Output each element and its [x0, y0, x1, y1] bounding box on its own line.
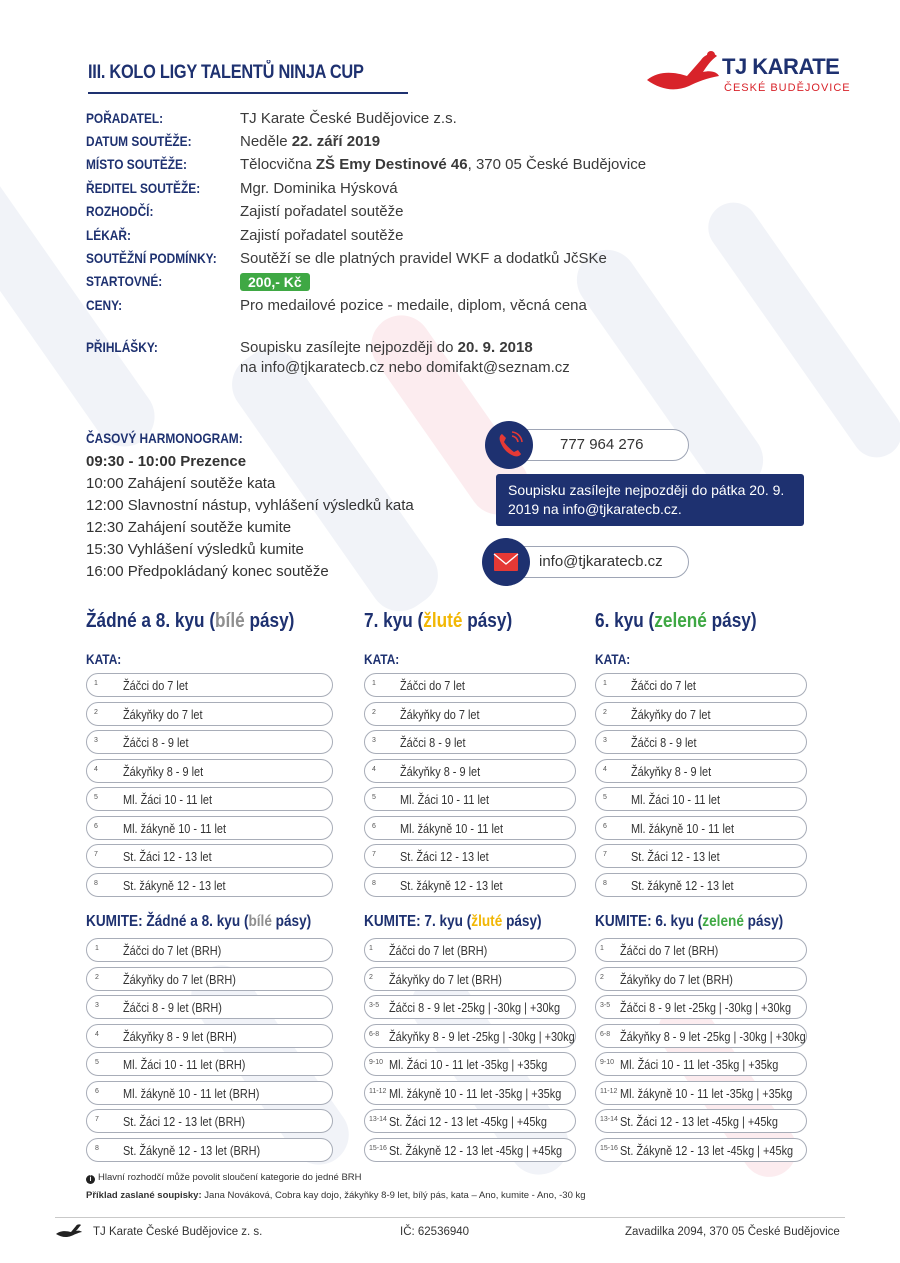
kata-label: KATA: — [364, 651, 400, 667]
heading-text: pásy) — [743, 913, 784, 930]
kumite-category-row[interactable] — [86, 938, 333, 962]
kata-category-row[interactable] — [595, 673, 807, 697]
kata-category-row[interactable] — [595, 844, 807, 868]
kumite-category-row[interactable] — [364, 995, 576, 1019]
kumite-category-row[interactable] — [595, 995, 807, 1019]
category-number: 13-14 — [600, 1116, 618, 1123]
kata-category-row[interactable] — [86, 816, 333, 840]
kumite-category-row[interactable] — [86, 1138, 333, 1162]
kumite-category-row[interactable] — [595, 1024, 807, 1048]
info-row — [86, 156, 786, 178]
category-name: Žáčci do 7 let — [631, 678, 696, 693]
kata-category-row[interactable] — [364, 673, 576, 697]
kumite-category-row[interactable] — [86, 967, 333, 991]
info-value — [240, 156, 646, 173]
heading-text: pásy) — [706, 610, 757, 632]
category-name: Žákyňky 8 - 9 let (BRH) — [123, 1028, 237, 1044]
info-label: CENY: — [86, 297, 123, 313]
category-number: 11-12 — [600, 1087, 618, 1095]
heading-text: KUMITE: 7. kyu ( — [364, 913, 472, 930]
heading-belt-color: žluté — [471, 913, 503, 930]
heading-text: pásy) — [244, 610, 295, 632]
footnote — [86, 1172, 362, 1184]
heading-belt-color: zelené — [702, 913, 744, 930]
info-value: Pro medailové pozice - medaile, diplom, věcná cena — [240, 297, 587, 314]
info-label: LÉKAŘ: — [86, 227, 131, 243]
category-name: Žákyňky 8 - 9 let — [400, 763, 481, 779]
kumite-category-row[interactable] — [595, 967, 807, 991]
kata-category-row[interactable] — [86, 730, 333, 754]
category-name: Ml. žákyně 10 - 11 let — [631, 820, 734, 836]
category-number: 1 — [95, 945, 99, 952]
harmonogram-title: ČASOVÝ HARMONOGRAM: — [86, 430, 243, 446]
heading-belt-color: bílé — [248, 913, 272, 930]
category-name: Žákyňky 8 - 9 let — [631, 763, 712, 779]
category-number: 4 — [94, 765, 98, 773]
category-number: 3-5 — [369, 1002, 380, 1009]
example-note — [86, 1190, 586, 1201]
category-name: St. Žáci 12 - 13 let — [400, 849, 489, 864]
info-icon: i — [86, 1175, 95, 1184]
category-number: 2 — [600, 973, 604, 981]
category-number: 7 — [95, 1116, 99, 1123]
info-label: MÍSTO SOUTĚŽE: — [86, 156, 187, 172]
category-name: St. Žáci 12 - 13 let — [631, 849, 720, 864]
phone-icon — [485, 421, 533, 469]
kata-category-row[interactable] — [86, 787, 333, 811]
category-name: Ml. Žáci 10 - 11 let — [631, 792, 721, 807]
category-number: 9-10 — [369, 1059, 384, 1066]
category-number: 2 — [95, 973, 99, 981]
deadline-notice: Soupisku zasílejte nejpozději do pátka 20. 9. 2019 na info@tjkaratecb.cz. — [496, 474, 804, 526]
heading-text: pásy) — [462, 610, 513, 632]
category-name: St. Žákyně 12 - 13 let -45kg | +45kg — [389, 1142, 563, 1158]
category-number: 5 — [603, 794, 607, 801]
info-label: PŘIHLÁŠKY: — [86, 339, 158, 355]
category-number: 5 — [94, 794, 98, 801]
kata-category-row[interactable] — [364, 844, 576, 868]
category-number: 6 — [603, 822, 607, 830]
category-number: 8 — [94, 879, 98, 887]
info-label: DATUM SOUTĚŽE: — [86, 133, 192, 149]
info-label: POŘADATEL: — [86, 110, 164, 126]
category-name: St. Žákyně 12 - 13 let -45kg | +45kg — [620, 1142, 794, 1158]
category-number: 6-8 — [600, 1030, 611, 1038]
category-name: Žáčci 8 - 9 let -25kg | -30kg | +30kg — [389, 1000, 561, 1015]
info-value — [240, 339, 533, 356]
harmonogram-item: 16:00 Předpokládaný konec soutěže — [86, 563, 329, 580]
mail-icon — [482, 538, 530, 586]
kata-category-row[interactable] — [364, 816, 576, 840]
category-number: 15-16 — [600, 1144, 618, 1152]
category-number: 5 — [95, 1059, 99, 1066]
example-label: Příklad zaslané soupisky: — [86, 1190, 202, 1201]
logo-line2: ČESKÉ BUDĚJOVICE — [724, 82, 851, 94]
footnote-text: Hlavní rozhodčí může povolit sloučení kategorie do jedné BRH — [98, 1172, 362, 1183]
category-number: 5 — [372, 794, 376, 801]
kata-category-row[interactable] — [595, 787, 807, 811]
info-value — [240, 133, 380, 150]
kata-category-row[interactable] — [86, 702, 333, 726]
category-name: Žákyňky do 7 let (BRH) — [389, 971, 502, 987]
category-name: St. Žáci 12 - 13 let -45kg | +45kg — [620, 1114, 778, 1129]
email-contact[interactable] — [505, 546, 689, 578]
kata-category-row[interactable] — [86, 759, 333, 783]
heading-text: pásy) — [502, 913, 542, 930]
heading-text: pásy) — [271, 913, 312, 930]
title-underline — [88, 92, 408, 94]
kumite-category-row[interactable] — [364, 1109, 576, 1133]
kata-category-row[interactable] — [364, 787, 576, 811]
kumite-category-row[interactable] — [595, 1052, 807, 1076]
kata-category-row[interactable] — [595, 816, 807, 840]
kumite-category-row[interactable] — [364, 1024, 576, 1048]
kumite-category-row[interactable] — [364, 1138, 576, 1162]
category-name: Ml. žákyně 10 - 11 let -35kg | +35kg — [620, 1085, 793, 1101]
harmonogram-item: 10:00 Zahájení soutěže kata — [86, 475, 276, 492]
category-name: Ml. žákyně 10 - 11 let — [123, 820, 226, 836]
category-number: 6 — [372, 822, 376, 830]
category-name: Žáčci 8 - 9 let (BRH) — [123, 1000, 222, 1015]
price-badge: 200,- Kč — [240, 273, 310, 291]
category-name: Ml. Žáci 10 - 11 let — [400, 792, 490, 807]
category-name: Žákyňky do 7 let — [123, 706, 203, 722]
info-label: SOUTĚŽNÍ PODMÍNKY: — [86, 250, 217, 266]
category-name: St. Žáci 12 - 13 let (BRH) — [123, 1114, 245, 1129]
category-name: St. žákyně 12 - 13 let — [400, 877, 503, 893]
kumite-category-row[interactable] — [364, 1081, 576, 1105]
category-number: 2 — [603, 708, 607, 716]
category-name: Ml. Žáci 10 - 11 let -35kg | +35kg — [389, 1057, 548, 1072]
category-number: 1 — [369, 945, 373, 952]
category-number: 2 — [369, 973, 373, 981]
category-number: 2 — [94, 708, 98, 716]
kumite-category-row[interactable] — [86, 1052, 333, 1076]
karate-kick-icon — [645, 50, 721, 94]
footer-logo-icon — [55, 1223, 83, 1239]
info-value-text: Neděle — [240, 133, 292, 150]
kumite-category-row[interactable] — [364, 1052, 576, 1076]
info-row-prihlasky — [86, 339, 786, 383]
category-name: Ml. Žáci 10 - 11 let -35kg | +35kg — [620, 1057, 779, 1072]
category-number: 1 — [603, 680, 607, 687]
category-name: Žáčci 8 - 9 let — [631, 735, 697, 750]
category-number: 8 — [603, 879, 607, 887]
category-number: 7 — [603, 851, 607, 858]
category-number: 4 — [603, 765, 607, 773]
info-value: Mgr. Dominika Hýsková — [240, 180, 398, 197]
kumite-category-row[interactable] — [86, 1109, 333, 1133]
info-value-bold: 22. září 2019 — [291, 133, 381, 150]
harmonogram-item: 12:00 Slavnostní nástup, vyhlášení výsledků kata — [86, 497, 414, 514]
info-value-bold: ZŠ Emy Destinové 46 — [315, 156, 468, 173]
kata-category-row[interactable] — [86, 673, 333, 697]
category-number: 9-10 — [600, 1059, 615, 1066]
info-row — [86, 297, 786, 319]
heading-text: 6. kyu ( — [595, 610, 655, 632]
category-name: St. žákyně 12 - 13 let — [631, 877, 734, 893]
category-name: Žáčci do 7 let — [123, 678, 188, 693]
info-value: TJ Karate České Budějovice z.s. — [240, 110, 457, 127]
heading-belt-color: žluté — [423, 610, 463, 632]
logo-line1: TJ KARATE — [722, 54, 840, 79]
email-address[interactable]: info@tjkaratecb.cz — [539, 553, 663, 570]
category-number: 7 — [94, 851, 98, 858]
info-label: ŘEDITEL SOUTĚŽE: — [86, 180, 201, 196]
category-name: Ml. žákyně 10 - 11 let — [400, 820, 503, 836]
club-logo — [645, 50, 860, 100]
kata-category-row[interactable] — [86, 844, 333, 868]
category-number: 8 — [95, 1144, 99, 1152]
category-number: 6 — [94, 822, 98, 830]
info-row — [86, 203, 786, 225]
category-name: Žákyňky do 7 let — [400, 706, 480, 722]
kata-label: KATA: — [595, 651, 631, 667]
category-name: Žákyňky 8 - 9 let -25kg | -30kg | +30kg — [620, 1028, 806, 1044]
kumite-category-row[interactable] — [595, 1138, 807, 1162]
category-name: Ml. žákyně 10 - 11 let (BRH) — [123, 1085, 260, 1101]
category-name: Žáčci do 7 let (BRH) — [620, 943, 719, 958]
kata-category-row[interactable] — [595, 730, 807, 754]
kata-category-row[interactable] — [364, 759, 576, 783]
category-name: Žáčci do 7 let — [400, 678, 465, 693]
column-heading — [595, 610, 757, 633]
column-heading — [364, 610, 512, 633]
heading-belt-color: zelené — [654, 610, 707, 632]
harmonogram-item: 09:30 - 10:00 Prezence — [86, 453, 247, 470]
page-title: III. KOLO LIGY TALENTŮ NINJA CUP — [88, 62, 364, 83]
category-number: 6 — [95, 1087, 99, 1095]
category-name: Žákyňky 8 - 9 let — [123, 763, 204, 779]
kata-category-row[interactable] — [364, 873, 576, 897]
info-row — [86, 273, 786, 295]
column-heading — [86, 610, 294, 633]
category-number: 4 — [95, 1030, 99, 1038]
category-name: Ml. Žáci 10 - 11 let — [123, 792, 213, 807]
info-value: Soutěží se dle platných pravidel WKF a dodatků JčSKe — [240, 250, 607, 267]
kumite-heading — [86, 913, 311, 931]
category-number: 3 — [95, 1002, 99, 1009]
info-label: STARTOVNÉ: — [86, 273, 163, 289]
info-row — [86, 250, 786, 272]
category-name: St. Žákyně 12 - 13 let (BRH) — [123, 1142, 261, 1158]
category-number: 2 — [372, 708, 376, 716]
info-value-text: , 370 05 České Budějovice — [467, 156, 647, 173]
category-name: St. Žáci 12 - 13 let -45kg | +45kg — [389, 1114, 547, 1129]
info-value-text: Soupisku zasílejte nejpozději do — [240, 339, 458, 356]
info-row — [86, 110, 786, 132]
kumite-category-row[interactable] — [364, 967, 576, 991]
heading-text: Žádné a 8. kyu ( — [86, 610, 216, 632]
category-name: Žáčci do 7 let (BRH) — [123, 943, 222, 958]
info-value: Zajistí pořadatel soutěže — [240, 227, 404, 244]
category-number: 7 — [372, 851, 376, 858]
kumite-category-row[interactable] — [86, 1024, 333, 1048]
kata-category-row[interactable] — [595, 702, 807, 726]
kata-category-row[interactable] — [86, 873, 333, 897]
info-value-text: Tělocvična — [240, 156, 316, 173]
footer-address: Zavadilka 2094, 370 05 České Budějovice — [625, 1226, 840, 1238]
category-name: Žáčci 8 - 9 let -25kg | -30kg | +30kg — [620, 1000, 792, 1015]
heading-text: 7. kyu ( — [364, 610, 424, 632]
heading-belt-color: bílé — [215, 610, 245, 632]
example-text: Jana Nováková, Cobra kay dojo, žákyňky 8-9 let, bílý pás, kata – Ano, kumite - Ano, -30 kg — [201, 1190, 586, 1201]
category-number: 1 — [372, 680, 376, 687]
category-number: 1 — [94, 680, 98, 687]
heading-text: KUMITE: Žádné a 8. kyu ( — [86, 913, 249, 930]
category-name: Ml. Žáci 10 - 11 let (BRH) — [123, 1057, 246, 1072]
category-number: 3 — [372, 737, 376, 744]
info-value: na info@tjkaratecb.cz nebo domifakt@seznam.cz — [240, 359, 570, 376]
category-number: 8 — [372, 879, 376, 887]
category-name: St. žákyně 12 - 13 let — [123, 877, 226, 893]
kata-category-row[interactable] — [595, 873, 807, 897]
harmonogram-item: 15:30 Vyhlášení výsledků kumite — [86, 541, 304, 558]
kata-category-row[interactable] — [364, 702, 576, 726]
info-value-bold: 20. 9. 2018 — [457, 339, 533, 356]
kumite-heading — [364, 913, 542, 931]
category-number: 3 — [603, 737, 607, 744]
category-name: Žákyňky do 7 let — [631, 706, 711, 722]
category-name: St. Žáci 12 - 13 let — [123, 849, 212, 864]
category-name: Žáčci 8 - 9 let — [400, 735, 466, 750]
info-value — [240, 273, 310, 291]
info-label: ROZHODČÍ: — [86, 203, 154, 219]
category-name: Žákyňky do 7 let (BRH) — [620, 971, 733, 987]
category-number: 13-14 — [369, 1116, 387, 1123]
harmonogram-item: 12:30 Zahájení soutěže kumite — [86, 519, 292, 536]
kata-category-row[interactable] — [364, 730, 576, 754]
kumite-category-row[interactable] — [595, 1109, 807, 1133]
category-name: Žáčci do 7 let (BRH) — [389, 943, 488, 958]
kumite-category-row[interactable] — [595, 1081, 807, 1105]
footer-divider — [55, 1217, 845, 1218]
category-number: 1 — [600, 945, 604, 952]
category-name: Ml. žákyně 10 - 11 let -35kg | +35kg — [389, 1085, 562, 1101]
category-name: Žáčci 8 - 9 let — [123, 735, 189, 750]
category-number: 15-16 — [369, 1144, 387, 1152]
kata-label: KATA: — [86, 651, 122, 667]
info-row — [86, 180, 786, 202]
info-row — [86, 227, 786, 249]
heading-text: KUMITE: 6. kyu ( — [595, 913, 703, 930]
info-value: Zajistí pořadatel soutěže — [240, 203, 404, 220]
category-number: 6-8 — [369, 1030, 380, 1038]
category-number: 4 — [372, 765, 376, 773]
footer-org: TJ Karate České Budějovice z. s. — [93, 1226, 263, 1238]
kumite-category-row[interactable] — [86, 1081, 333, 1105]
kumite-heading — [595, 913, 783, 931]
kata-category-row[interactable] — [595, 759, 807, 783]
kumite-category-row[interactable] — [86, 995, 333, 1019]
category-number: 3-5 — [600, 1002, 611, 1009]
kumite-category-row[interactable] — [595, 938, 807, 962]
footer-ico: IČ: 62536940 — [400, 1226, 470, 1238]
kumite-category-row[interactable] — [364, 938, 576, 962]
category-number: 11-12 — [369, 1087, 387, 1095]
category-name: Žákyňky 8 - 9 let -25kg | -30kg | +30kg — [389, 1028, 575, 1044]
phone-number[interactable]: 777 964 276 — [560, 436, 644, 453]
category-number: 3 — [94, 737, 98, 744]
info-row — [86, 133, 786, 155]
category-name: Žákyňky do 7 let (BRH) — [123, 971, 236, 987]
